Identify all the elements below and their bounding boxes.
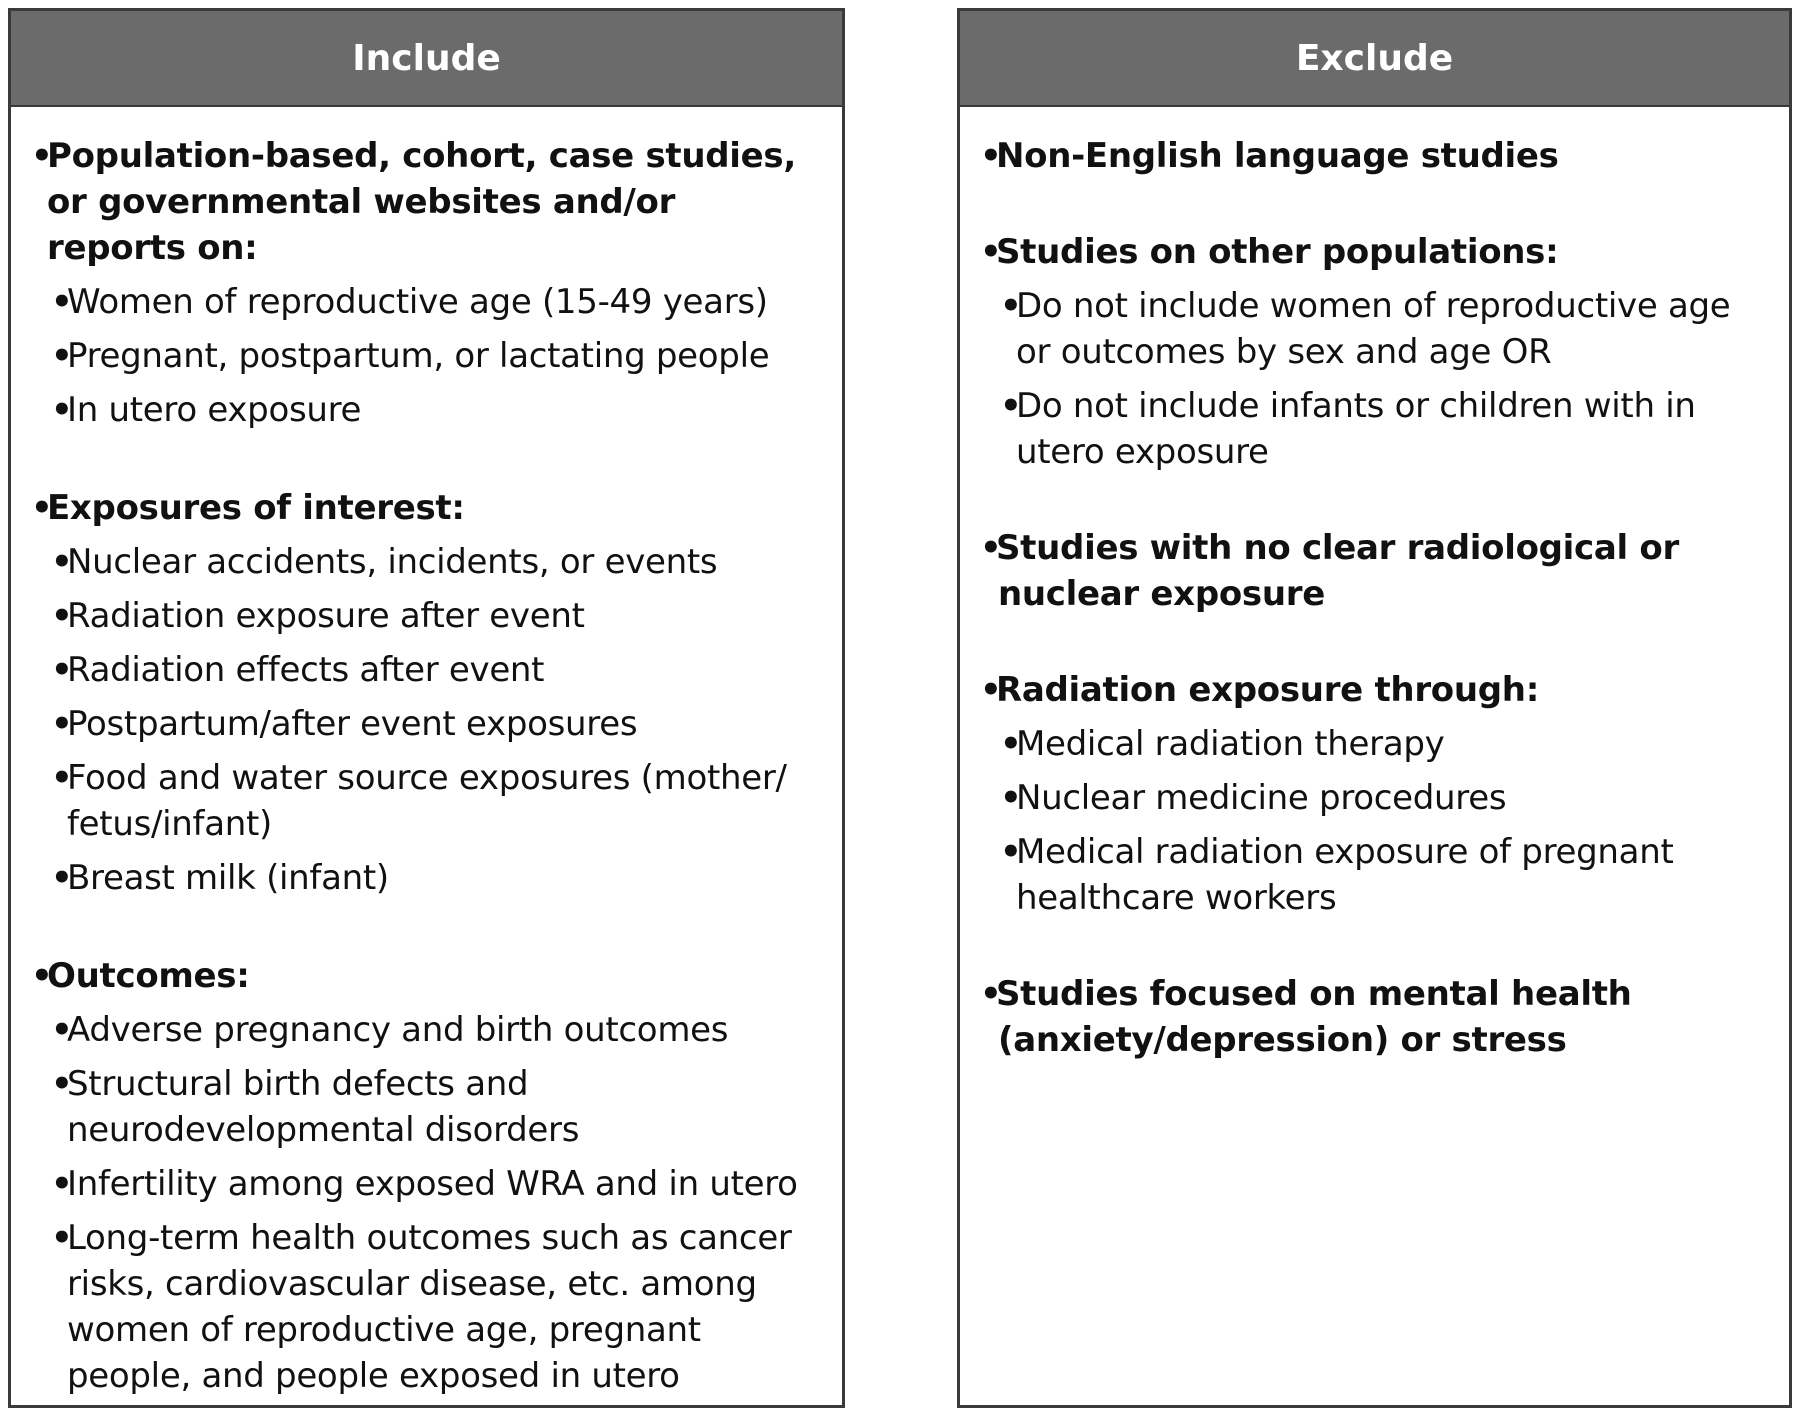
list-item: •Long-term health outcomes such as cancer risks, cardiovascular disease, etc. among women of reproductive age, pregnant people, and people exposed in utero (31, 1215, 822, 1399)
include-body (11, 107, 842, 1399)
bullet-icon: • (51, 758, 73, 798)
list-item: •Infertility among exposed WRA and in utero (31, 1161, 822, 1207)
list-item: •Radiation effects after event (31, 647, 822, 693)
section-heading: •Studies with no clear radiological or nuclear exposure (980, 525, 1769, 617)
bullet-icon: • (1000, 724, 1022, 764)
list-item: •Structural birth defects and neurodevelopmental disorders (31, 1061, 822, 1153)
bullet-icon: • (1000, 286, 1022, 326)
include-header: Include (11, 11, 842, 107)
bullet-icon: • (980, 974, 1002, 1014)
list-item: •Medical radiation therapy (980, 721, 1769, 767)
include-section-outcomes (31, 953, 822, 1399)
bullet-icon: • (51, 858, 73, 898)
list-item: •Women of reproductive age (15-49 years) (31, 279, 822, 325)
exclude-section-language (980, 133, 1769, 179)
section-heading: •Population-based, cohort, case studies, or governmental websites and/or reports on: (31, 133, 822, 271)
bullet-icon: • (51, 1218, 73, 1258)
list-item: •Do not include women of reproductive age or outcomes by sex and age OR (980, 283, 1769, 375)
section-heading: •Non-English language studies (980, 133, 1769, 179)
include-section-exposures (31, 485, 822, 901)
bullet-icon: • (1000, 778, 1022, 818)
bullet-icon: • (980, 136, 1002, 176)
bullet-icon: • (980, 670, 1002, 710)
bullet-icon: • (51, 542, 73, 582)
bullet-icon: • (51, 1064, 73, 1104)
list-item: •Postpartum/after event exposures (31, 701, 822, 747)
list-item: •In utero exposure (31, 387, 822, 433)
bullet-icon: • (31, 136, 53, 176)
list-item: •Nuclear accidents, incidents, or events (31, 539, 822, 585)
bullet-icon: • (51, 596, 73, 636)
list-item: •Medical radiation exposure of pregnant healthcare workers (980, 829, 1769, 921)
exclude-panel (957, 8, 1792, 1408)
bullet-icon: • (51, 650, 73, 690)
list-item: •Do not include infants or children with in utero exposure (980, 383, 1769, 475)
bullet-icon: • (51, 336, 73, 376)
exclude-section-populations (980, 229, 1769, 475)
list-item: •Pregnant, postpartum, or lactating people (31, 333, 822, 379)
exclude-header: Exclude (960, 11, 1789, 107)
exclude-body (960, 107, 1789, 1063)
bullet-icon: • (980, 232, 1002, 272)
exclude-section-radiation (980, 667, 1769, 921)
list-item: •Nuclear medicine procedures (980, 775, 1769, 821)
list-item: •Adverse pregnancy and birth outcomes (31, 1007, 822, 1053)
section-heading: •Radiation exposure through: (980, 667, 1769, 713)
include-panel (8, 8, 845, 1408)
list-item: •Radiation exposure after event (31, 593, 822, 639)
section-heading: •Studies on other populations: (980, 229, 1769, 275)
bullet-icon: • (1000, 386, 1022, 426)
bullet-icon: • (31, 488, 53, 528)
bullet-icon: • (31, 956, 53, 996)
include-section-population (31, 133, 822, 433)
list-item: •Food and water source exposures (mother/ fetus/infant) (31, 755, 822, 847)
section-heading: •Exposures of interest: (31, 485, 822, 531)
bullet-icon: • (51, 1010, 73, 1050)
exclude-section-no-exposure (980, 525, 1769, 617)
bullet-icon: • (51, 1164, 73, 1204)
section-heading: •Studies focused on mental health (anxiety/depression) or stress (980, 971, 1769, 1063)
bullet-icon: • (51, 704, 73, 744)
bullet-icon: • (51, 282, 73, 322)
section-heading: •Outcomes: (31, 953, 822, 999)
bullet-icon: • (980, 528, 1002, 568)
exclude-section-mental-health (980, 971, 1769, 1063)
bullet-icon: • (51, 390, 73, 430)
bullet-icon: • (1000, 832, 1022, 872)
list-item: •Breast milk (infant) (31, 855, 822, 901)
